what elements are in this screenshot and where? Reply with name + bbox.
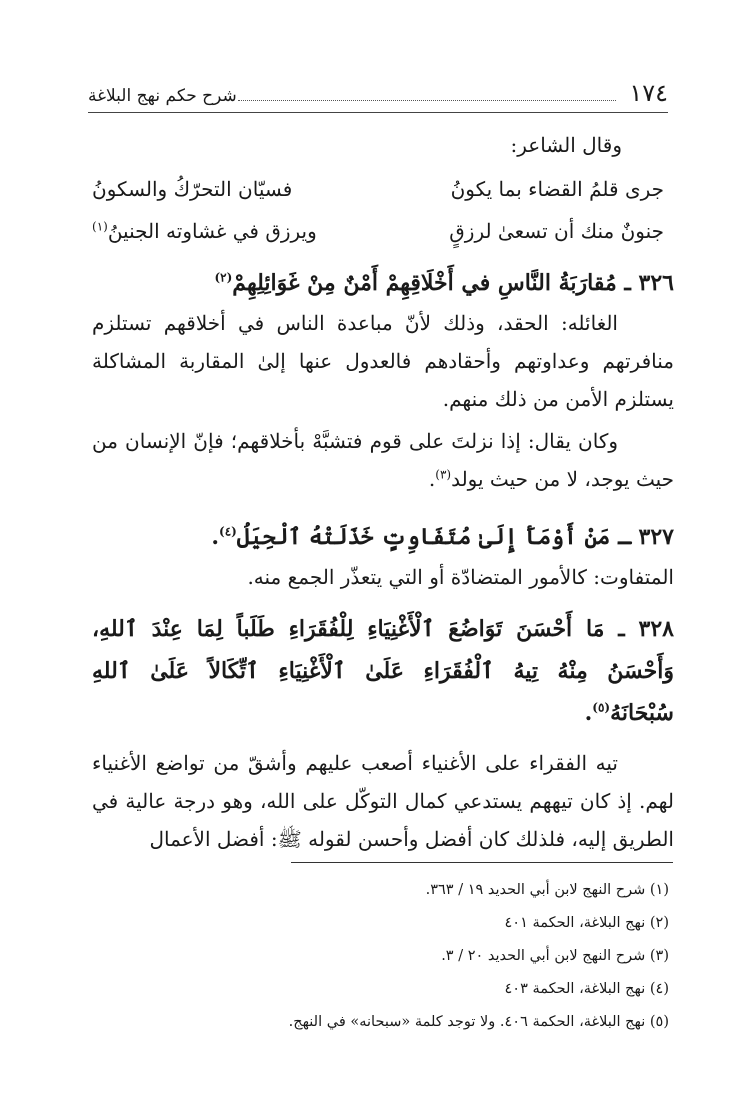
- verse-second-half: فسيّان التحرّكُ والسكونُ: [92, 177, 293, 201]
- commentary-paragraph: وكان يقال: إذا نزلتَ على قوم فتشبَّهْ بأخلاقهم؛ فإنّ الإنسان من حيث يوجد، لا من حيث يولد$^{(٣)}$.: [92, 429, 674, 491]
- commentary-paragraph: الغائله: الحقد، وذلك لأنّ مباعدة الناس في أخلاقهم تستلزم منافرتهم وعداوتهم وأحقادهم فالعدول عنها إلىٰ المقاربة المشاكلة يستلزم الأمن من ذلك منهم.: [92, 311, 674, 411]
- page-number: ١٧٤: [629, 79, 668, 107]
- poem: [92, 166, 674, 250]
- footnote-ref: (٤): [219, 524, 237, 539]
- page-body: [92, 126, 674, 858]
- saying-heading: ٣٢٨ ـ مَا أَحْسَنَ تَوَاضُعَ ٱلْأَغْنِيَاءِ لِلْفُقَرَاءِ طَلَباً لِمَا عِنْدَ ٱللهِ، وَأَحْسَنُ مِنْهُ تِيهُ ٱلْفُقَرَاءِ عَلَىٰ ٱلْأَغْنِيَاءِ ٱتِّكَالاً عَلَىٰ ٱللهِ سُبْحَانَهُ$^{(٥)}$.: [92, 616, 674, 726]
- saying-text: ـ مَنْ أَوْمَأَ إِلَىٰ مُتَفَاوِتٍ خَذَلَتْهُ ٱلْحِيَلُ: [236, 524, 631, 550]
- saying-number: ٣٢٧: [638, 524, 674, 550]
- saying-heading: [92, 262, 674, 304]
- poem-verse: [92, 208, 674, 250]
- footnotes: [79, 874, 669, 1039]
- footnote-ref: (٥): [592, 700, 611, 715]
- footnote-separator: [291, 862, 673, 863]
- commentary-paragraph: المتفاوت: كالأمور المتضادّة أو التي يتعذّر الجمع منه.: [247, 565, 674, 589]
- saying-heading: ٣٢٧ ـ مَنْ أَوْمَأَ إِلَىٰ مُتَفَاوِتٍ خَذَلَتْهُ ٱلْحِيَلُ$^{(٤)}$.: [211, 524, 674, 550]
- footnote: (٤) نهج البلاغة، الحكمة ٤٠٣: [504, 981, 669, 997]
- footnote: (٥) نهج البلاغة، الحكمة ٤٠٦. ولا توجد كلمة «سبحانه» في النهج.: [288, 1014, 669, 1030]
- header-dot-leader: [238, 90, 616, 101]
- saying-number: ٣٢٨: [638, 616, 674, 642]
- footnote: (١) شرح النهج لابن أبي الحديد ١٩ / ٣٦٣.: [425, 882, 669, 898]
- footnote: (٣) شرح النهج لابن أبي الحديد ٢٠ / ٣.: [441, 948, 669, 964]
- poem-verse: [92, 166, 674, 208]
- verse-first-half: جرى قلمُ القضاء بما يكونُ: [450, 177, 664, 201]
- verse-second-half: ويرزق في غشاوته الجنينُ$^{(١)}$: [92, 219, 317, 243]
- running-title: شرح حكم نهج البلاغة: [88, 86, 237, 106]
- saying-text: ـ مَا أَحْسَنَ تَوَاضُعَ ٱلْأَغْنِيَاءِ لِلْفُقَرَاءِ طَلَباً لِمَا عِنْدَ ٱللهِ، وَأَحْسَنُ مِنْهُ تِيهُ ٱلْفُقَرَاءِ عَلَىٰ ٱلْأَغْنِيَاءِ ٱتِّكَالاً عَلَىٰ ٱللهِ سُبْحَانَهُ: [92, 616, 674, 726]
- poem-intro: وقال الشاعر:: [510, 133, 622, 157]
- footnote-ref: (٣): [435, 467, 452, 482]
- saying-number: ٣٢٦: [638, 270, 674, 296]
- running-header: [88, 78, 668, 113]
- saying-text: ـ مُقارَبَةُ النَّاسِ في أَخْلَاقِهِمْ أَمْنٌ مِنْ غَوَائِلِهِمْ: [232, 270, 631, 296]
- footnote: (٢) نهج البلاغة، الحكمة ٤٠١: [504, 915, 669, 931]
- verse-first-half: جنونٌ منك أن تسعىٰ لرزقٍ: [449, 219, 664, 243]
- footnote-ref: (٢): [214, 270, 233, 285]
- commentary-paragraph: تيه الفقراء على الأغنياء أصعب عليهم وأشقّ من تواضع الأغنياء لهم. إذ كان تيههم يستدعي كمال التوكّل على الله، وهو درجة عالية في الطريق إليه، فلذلك كان أفضل وأحسن لقوله ﷺ: أفضل الأعمال: [92, 751, 674, 851]
- footnote-ref: (١): [92, 219, 108, 234]
